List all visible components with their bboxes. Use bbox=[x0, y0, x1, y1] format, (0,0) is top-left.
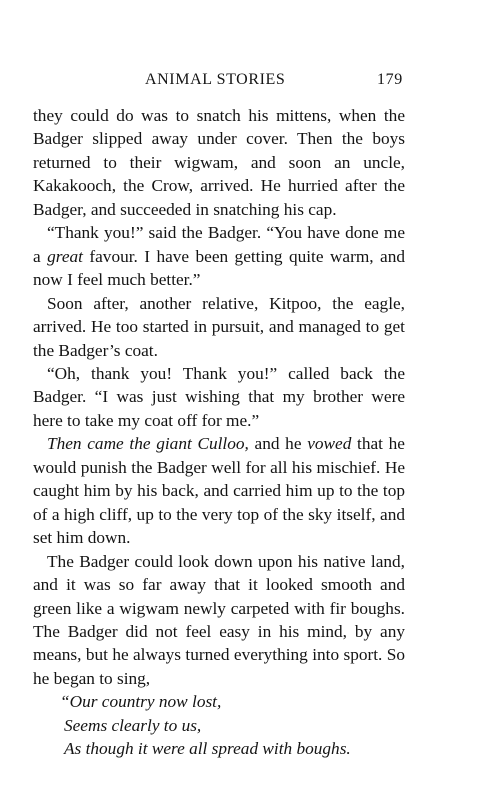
emphasized-phrase: Then came the giant Culloo, bbox=[47, 434, 249, 454]
paragraph-text: that he would punish the Badger well for all his mischief. He caught him by his back, and carried him up to the top of a high cliff, up to the very top of the sky itself, and set him down. bbox=[33, 434, 405, 548]
emphasized-word: great bbox=[47, 246, 83, 266]
body-text bbox=[33, 104, 405, 761]
paragraph-culloo bbox=[33, 432, 405, 549]
verse-line: Seems clearly to us, bbox=[64, 715, 202, 735]
song-verse bbox=[33, 690, 405, 760]
paragraph-text: favour. I have been getting quite warm, and now I feel much better.” bbox=[33, 246, 405, 290]
paragraph-badger-reply: “Oh, thank you! Thank you!” called back the Badger. “I was just wishing that my brother were here to take my coat off for me.” bbox=[33, 363, 405, 430]
running-title: ANIMAL STORIES bbox=[145, 71, 286, 88]
paragraph-native-land: The Badger could look down upon his native land, and it was so far away that it looked smooth and green like a wigwam newly carpeted with fir boughs. The Badger did not feel easy in his mind, by any means, but he always turned everything into sport. So he began to sing, bbox=[33, 551, 405, 688]
paragraph-continued: they could do was to snatch his mittens, when the Badger slipped away under cover. Then the boys returned to their wigwam, and soon an uncle, Kakakooch, the Crow, arrived. He hurried after the Badger, and succeeded in snatching his cap. bbox=[33, 106, 405, 219]
running-header bbox=[0, 71, 477, 93]
paragraph-text: “Thank you!” said the Badger. “You have done me a bbox=[33, 223, 405, 266]
verse-line: As though it were all spread with boughs. bbox=[64, 739, 351, 759]
paragraph-text: and he bbox=[248, 434, 308, 454]
paragraph-badger-thanks bbox=[33, 221, 405, 291]
verse-line: “Our country now lost, bbox=[60, 692, 222, 712]
paragraph-kitpoo: Soon after, another relative, Kitpoo, the eagle, arrived. He too started in pursuit, and managed to get the Badger’s coat. bbox=[33, 293, 405, 360]
page-number: 179 bbox=[377, 71, 403, 88]
emphasized-word: vowed bbox=[307, 434, 352, 454]
